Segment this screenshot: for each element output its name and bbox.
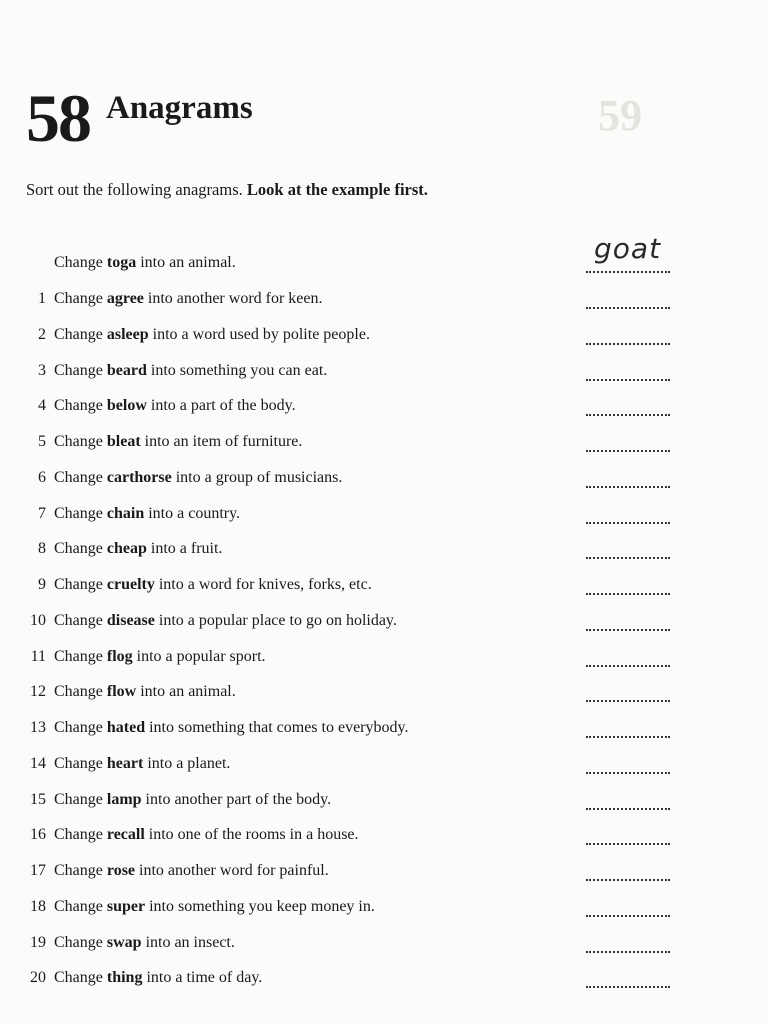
item-pre: Change — [54, 433, 107, 450]
item-text — [54, 537, 222, 561]
anagram-word: thing — [106, 969, 143, 987]
item-number: 10 — [30, 611, 46, 629]
answer-line[interactable] — [586, 506, 670, 524]
item-number: 4 — [38, 397, 46, 415]
item-pre: Change — [54, 969, 107, 987]
anagram-word: lamp — [106, 790, 142, 808]
item-pre: Change — [54, 647, 107, 665]
item-number: 15 — [30, 790, 46, 808]
item-pre: Change — [54, 719, 107, 736]
item-post: into a part of the body. — [146, 397, 296, 415]
anagram-word: disease — [106, 611, 155, 629]
anagram-row — [20, 430, 680, 454]
answer-line[interactable] — [586, 291, 670, 309]
answer-line[interactable] — [586, 827, 670, 845]
answer-line[interactable] — [586, 577, 670, 595]
item-post: into something you can eat. — [146, 361, 328, 379]
item-text — [54, 573, 372, 597]
anagram-word: super — [106, 897, 146, 915]
item-post: into an item of furniture. — [140, 433, 303, 450]
item-number: 12 — [30, 683, 46, 701]
example-row — [20, 251, 680, 275]
anagram-row — [20, 394, 680, 418]
answer-line[interactable] — [586, 363, 670, 381]
anagram-row — [20, 573, 680, 597]
item-text — [54, 466, 342, 490]
item-number: 19 — [30, 933, 46, 951]
page-header — [26, 80, 253, 156]
item-number: 2 — [38, 325, 46, 343]
answer-line[interactable] — [586, 541, 670, 559]
anagram-row — [20, 966, 680, 990]
item-number: 17 — [30, 862, 46, 879]
item-post: into a popular sport. — [132, 647, 266, 665]
example-word: toga — [106, 254, 137, 271]
anagram-row — [20, 645, 680, 669]
anagram-row — [20, 895, 680, 919]
item-text — [54, 609, 397, 633]
item-pre: Change — [54, 862, 107, 879]
anagram-word: recall — [106, 826, 145, 844]
item-text — [54, 788, 331, 812]
item-post: into a popular place to go on holiday. — [154, 611, 397, 629]
anagram-word: heart — [106, 754, 144, 772]
anagram-row — [20, 859, 680, 883]
item-pre: Change — [54, 933, 107, 951]
item-number: 11 — [30, 647, 46, 665]
item-post: into an insect. — [141, 933, 235, 951]
item-pre: Change — [54, 290, 107, 307]
item-pre: Change — [54, 576, 107, 593]
anagram-row — [20, 788, 680, 812]
instructions-text: Sort out the following anagrams. — [26, 180, 243, 199]
item-text — [54, 931, 235, 955]
example-post: into an animal. — [140, 254, 236, 271]
item-pre: Change — [54, 790, 107, 808]
item-post: into a word for knives, forks, etc. — [154, 576, 372, 593]
item-pre: Change — [54, 683, 107, 701]
item-text — [54, 680, 236, 704]
show-through-unit-number: 59 — [598, 91, 642, 140]
item-number: 20 — [30, 969, 46, 987]
item-post: into another part of the body. — [141, 790, 332, 808]
item-pre: Change — [54, 361, 107, 379]
item-text — [54, 287, 323, 311]
item-text — [54, 359, 327, 383]
item-text — [54, 323, 370, 347]
anagram-word: asleep — [106, 325, 149, 343]
answer-line[interactable] — [586, 792, 670, 810]
item-text — [54, 430, 302, 454]
anagram-word: rose — [106, 862, 136, 879]
item-post: into something that comes to everybody. — [145, 719, 409, 736]
item-text — [54, 645, 266, 669]
item-post: into a country. — [144, 504, 241, 522]
answer-line[interactable] — [586, 970, 670, 988]
anagram-row — [20, 323, 680, 347]
anagram-word: carthorse — [106, 468, 172, 486]
anagram-row — [20, 502, 680, 526]
item-number: 9 — [38, 576, 46, 593]
item-post: into a time of day. — [142, 969, 263, 987]
example-pre: Change — [54, 254, 103, 271]
instructions-bold-text: Look at the example first. — [246, 180, 428, 199]
item-text — [54, 394, 296, 418]
item-number: 3 — [38, 361, 46, 379]
anagram-word: below — [106, 397, 147, 415]
item-post: into another word for painful. — [135, 862, 329, 879]
answer-line[interactable] — [586, 684, 670, 702]
anagram-word: cruelty — [106, 576, 155, 593]
item-post: into an animal. — [136, 683, 236, 701]
answer-line[interactable] — [586, 434, 670, 452]
anagram-word: beard — [106, 361, 147, 379]
anagram-row — [20, 609, 680, 633]
answer-line[interactable] — [586, 327, 670, 345]
anagram-row — [20, 931, 680, 955]
item-pre: Change — [54, 897, 107, 915]
example-text — [54, 251, 236, 275]
anagram-word: flow — [106, 683, 137, 701]
answer-line[interactable] — [586, 935, 670, 953]
item-number: 13 — [30, 719, 46, 736]
item-number: 1 — [38, 290, 46, 307]
example-answer: goat — [594, 232, 662, 265]
anagram-row — [20, 287, 680, 311]
anagram-row — [20, 466, 680, 490]
item-pre: Change — [54, 397, 107, 415]
item-post: into a planet. — [143, 754, 231, 772]
item-pre: Change — [54, 826, 107, 844]
item-pre: Change — [54, 504, 107, 522]
anagram-row — [20, 716, 680, 740]
anagram-word: chain — [106, 504, 145, 522]
item-text — [54, 502, 240, 526]
item-text — [54, 966, 262, 990]
item-pre: Change — [54, 468, 107, 486]
item-number: 5 — [38, 433, 46, 450]
answer-line[interactable] — [586, 899, 670, 917]
item-number: 7 — [38, 504, 46, 522]
item-number: 14 — [30, 754, 46, 772]
item-pre: Change — [54, 540, 107, 558]
answer-line[interactable] — [586, 720, 670, 738]
item-post: into a fruit. — [146, 540, 223, 558]
page-title: Anagrams — [106, 90, 253, 126]
item-number: 16 — [30, 826, 46, 844]
item-post: into one of the rooms in a house. — [144, 826, 359, 844]
item-pre: Change — [54, 754, 107, 772]
item-text — [54, 752, 230, 776]
item-number: 8 — [38, 540, 46, 558]
item-post: into a group of musicians. — [171, 468, 343, 486]
item-post: into a word used by polite people. — [148, 325, 370, 343]
item-number: 6 — [38, 468, 46, 486]
item-number: 18 — [30, 897, 46, 915]
answer-line[interactable] — [586, 863, 670, 881]
anagram-row — [20, 823, 680, 847]
anagram-row — [20, 359, 680, 383]
item-post: into something you keep money in. — [145, 897, 375, 915]
answer-line[interactable] — [586, 470, 670, 488]
unit-number: 58 — [26, 80, 90, 156]
anagram-row — [20, 680, 680, 704]
item-post: into another word for keen. — [143, 290, 323, 307]
item-pre: Change — [54, 325, 107, 343]
answer-line[interactable] — [586, 649, 670, 667]
answer-line[interactable] — [586, 613, 670, 631]
anagram-row — [20, 537, 680, 561]
anagram-row — [20, 752, 680, 776]
anagram-word: bleat — [106, 433, 141, 450]
anagram-word: flog — [106, 647, 133, 665]
item-text — [54, 823, 359, 847]
instructions — [26, 180, 428, 200]
anagram-word: agree — [106, 290, 144, 307]
anagram-word: cheap — [106, 540, 147, 558]
anagram-word: swap — [106, 933, 142, 951]
item-text — [54, 859, 329, 883]
item-text — [54, 895, 375, 919]
anagram-word: hated — [106, 719, 146, 736]
item-text — [54, 716, 408, 740]
item-pre: Change — [54, 611, 107, 629]
answer-line[interactable] — [586, 756, 670, 774]
answer-line[interactable] — [586, 398, 670, 416]
